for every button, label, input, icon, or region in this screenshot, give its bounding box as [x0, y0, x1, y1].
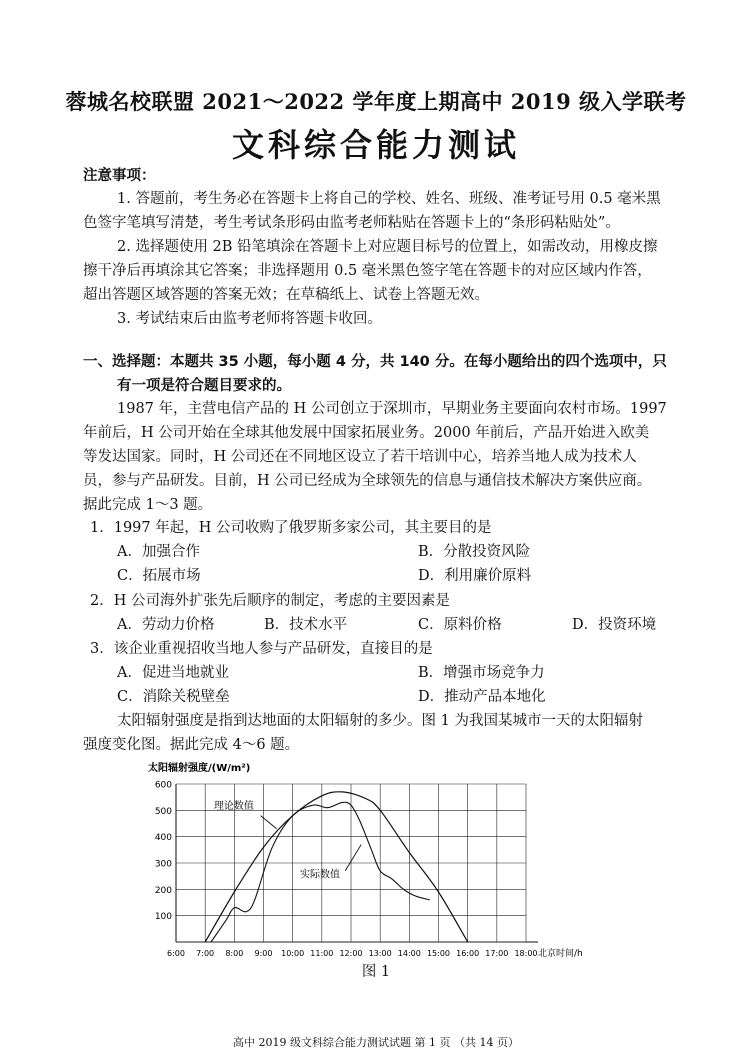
q3-option-a: A．促进当地就业	[117, 665, 229, 681]
notice-line: 擦干净后再填涂其它答案；非选择题用 0.5 毫米黑色签字笔在答题卡的对应区域内作答，	[83, 263, 652, 279]
section-heading-cont: 有一项是符合题目要求的。	[117, 378, 291, 394]
q1-option-b: B．分散投资风险	[418, 544, 531, 560]
x-tick-label: 7:00	[196, 949, 215, 958]
y-tick-label: 300	[154, 859, 172, 870]
theoretical-value-annotation: 理论数值	[213, 801, 254, 813]
exam-header-line1: 蓉城名校联盟 2021～2022 学年度上期高中 2019 级入学联考	[65, 89, 687, 114]
x-tick-label: 15:00	[426, 949, 451, 958]
x-tick-label: 10:00	[281, 949, 305, 958]
q1-option-c: C．拓展市场	[117, 568, 201, 584]
q3-option-c: C．消除关税壁垒	[117, 689, 230, 705]
passage-line: 太阳辐射强度是指到达地面的太阳辐射的多少。图 1 为我国某城市一天的太阳辐射	[117, 713, 643, 729]
notice-title: 注意事项：	[83, 168, 156, 184]
x-tick-label: 13:00	[368, 949, 392, 958]
q1-option-a: A．加强合作	[117, 544, 200, 560]
actual-value-annotation: 实际数值	[299, 869, 340, 881]
question-3-stem: 3．该企业重视招收当地人参与产品研发，直接目的是	[90, 641, 433, 657]
y-tick-labels	[155, 781, 172, 923]
x-tick-label: 18:00	[514, 949, 538, 958]
x-tick-label: 8:00	[225, 949, 244, 958]
q2-option-d: D．投资环境	[572, 617, 657, 633]
x-tick-label: 17:00	[485, 949, 509, 958]
section-heading: 一、选择题：本题共 35 小题，每小题 4 分，共 140 分。在每小题给出的四个选项中，只	[83, 354, 667, 370]
x-axis-label: 北京时间/h	[538, 949, 583, 959]
passage-line: 1987 年，主营电信产品的 H 公司创立于深圳市，早期业务主要面向农村市场。1997	[117, 401, 667, 417]
y-tick-label: 600	[154, 780, 172, 791]
x-tick-label: 6:00	[167, 949, 185, 958]
exam-title: 文科综合能力测试	[231, 126, 520, 164]
x-tick-label: 12:00	[339, 949, 363, 958]
notice-line: 2. 选择题使用 2B 铅笔填涂在答题卡上对应题目标号的位置上，如需改动，用橡皮擦	[117, 239, 658, 255]
figure-caption: 图 1	[361, 964, 391, 980]
notice-line: 色签字笔填写清楚，考生考试条形码由监考老师粘贴在答题卡上的“条形码粘贴处”。	[83, 215, 620, 231]
y-tick-label: 200	[154, 885, 172, 896]
y-axis-label: 太阳辐射强度/(W/m²)	[148, 763, 251, 774]
passage-line: 年前后，H 公司开始在全球其他发展中国家拓展业务。2000 年前后，产品开始进入欧美	[83, 425, 650, 441]
page-footer: 高中 2019 级文科综合能力测试试题 第 1 页 （共 14 页）	[233, 1036, 519, 1049]
notice-line: 1. 答题前，考生务必在答题卡上将自己的学校、姓名、班级、准考证号用 0.5 毫米黑	[117, 191, 661, 207]
solar-radiation-chart	[140, 757, 620, 987]
question-2-stem: 2．H 公司海外扩张先后顺序的制定，考虑的主要因素是	[90, 593, 450, 609]
q2-option-a: A．劳动力价格	[117, 617, 215, 633]
theoretical-value-line	[205, 792, 468, 942]
passage-line: 员，参与产品研发。目前，H 公司已经成为全球领先的信息与通信技术解决方案供应商。	[83, 473, 652, 489]
theoretical-annotation-arrow	[261, 816, 277, 829]
x-tick-label: 14:00	[397, 949, 421, 958]
notice-line: 3. 考试结束后由监考老师将答题卡收回。	[117, 311, 382, 327]
x-tick-labels	[167, 949, 538, 958]
q2-option-b: B．技术水平	[264, 617, 348, 633]
actual-annotation-arrow	[345, 845, 361, 871]
x-tick-label: 11:00	[310, 949, 334, 958]
q3-option-d: D．推动产品本地化	[418, 689, 546, 705]
passage-line: 据此完成 1～3 题。	[83, 497, 213, 513]
q1-option-d: D．利用廉价原料	[418, 568, 532, 584]
passage-line: 强度变化图。据此完成 4～6 题。	[83, 737, 300, 753]
q2-option-c: C．原料价格	[418, 617, 502, 633]
passage-line: 等发达国家。同时，H 公司还在不同地区设立了若干培训中心，培养当地人成为技术人	[83, 449, 637, 465]
y-tick-label: 500	[154, 806, 172, 817]
q3-option-b: B．增强市场竞争力	[418, 665, 545, 681]
x-tick-label: 9:00	[254, 949, 273, 958]
y-tick-label: 400	[154, 833, 172, 844]
x-tick-label: 16:00	[456, 949, 480, 958]
y-tick-label: 100	[154, 912, 172, 923]
notice-line: 超出答题区域答题的答案无效；在草稿纸上、试卷上答题无效。	[83, 287, 489, 303]
question-1-stem: 1．1997 年起，H 公司收购了俄罗斯多家公司，其主要目的是	[90, 520, 492, 536]
